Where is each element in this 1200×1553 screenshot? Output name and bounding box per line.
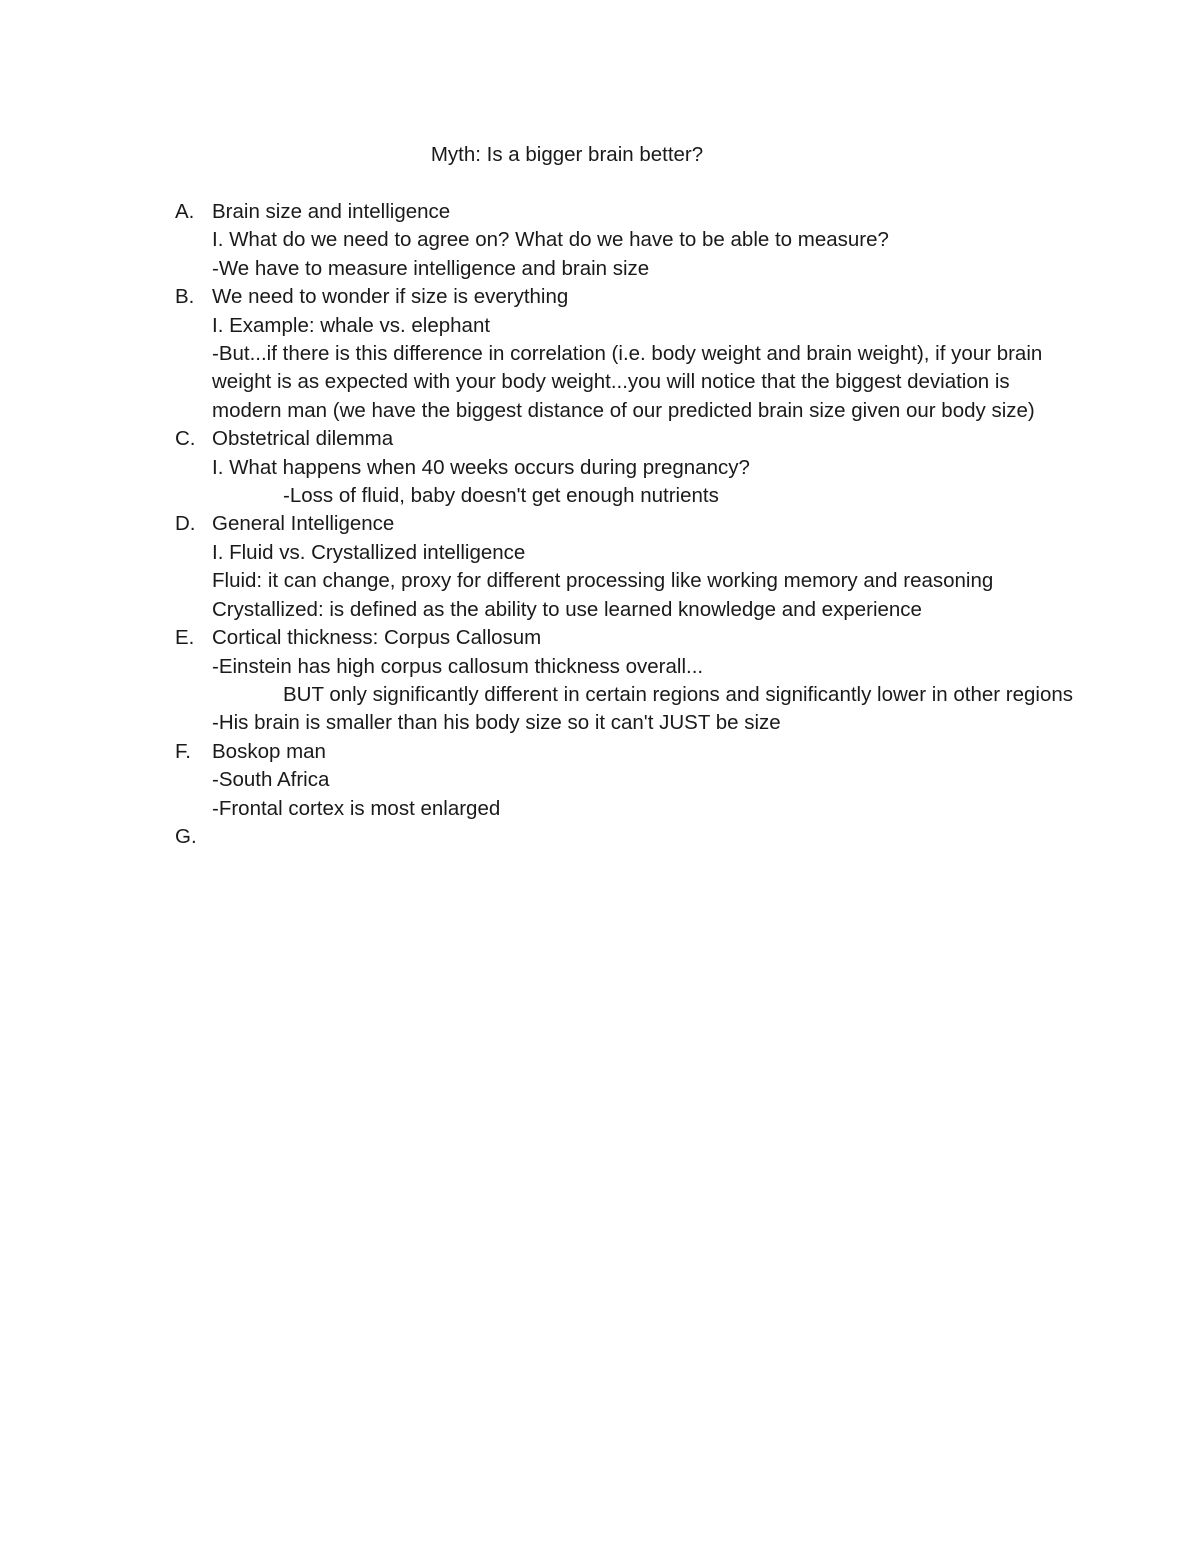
outline-section-e	[175, 624, 1075, 738]
page-title: Myth: Is a bigger brain better?	[430, 143, 704, 166]
section-heading: Boskop man	[212, 739, 326, 763]
section-line: -South Africa	[212, 768, 330, 792]
section-line: Crystallized: is defined as the ability to use learned knowledge and experience	[212, 597, 922, 621]
section-heading: Obstetrical dilemma	[212, 427, 394, 451]
outline-section-b	[175, 283, 1075, 425]
section-letter: C.	[175, 427, 196, 451]
section-sub-line: -Loss of fluid, baby doesn't get enough nutrients	[283, 484, 719, 508]
section-line: -But...if there is this difference in correlation (i.e. body weight and brain weight), if your brain weight is as expected with your body weight...you will notice that the biggest deviation is modern man (we have the biggest distance of our predicted brain size given our body size)	[212, 342, 1043, 422]
section-line: -Frontal cortex is most enlarged	[212, 796, 501, 820]
section-letter: D.	[175, 512, 196, 536]
section-letter: A.	[175, 200, 195, 223]
section-heading: General Intelligence	[212, 512, 395, 536]
section-heading: Brain size and intelligence	[212, 200, 451, 223]
section-line: Fluid: it can change, proxy for different processing like working memory and reasoning	[212, 569, 994, 593]
outline-section-d	[175, 510, 1075, 624]
section-line: -We have to measure intelligence and brain size	[212, 256, 650, 280]
outline-section-g	[175, 823, 1075, 851]
outline-list	[175, 198, 1075, 851]
section-heading: We need to wonder if size is everything	[212, 285, 569, 309]
section-letter: E.	[175, 626, 195, 650]
section-letter: G.	[175, 824, 197, 848]
section-line: I. Fluid vs. Crystallized intelligence	[212, 540, 526, 564]
outline-section-f	[175, 738, 1075, 823]
section-line: -His brain is smaller than his body size so it can't JUST be size	[212, 711, 781, 735]
section-line: I. Example: whale vs. elephant	[212, 313, 491, 337]
section-heading	[212, 823, 1075, 851]
section-letter: B.	[175, 285, 195, 309]
outline-section-a	[175, 198, 1075, 283]
section-letter: F.	[175, 739, 191, 763]
section-line: -Einstein has high corpus callosum thickness overall...	[212, 654, 704, 678]
section-sub-line: BUT only significantly different in certain regions and significantly lower in other regions	[283, 682, 1074, 706]
section-line: I. What do we need to agree on? What do we have to be able to measure?	[212, 228, 889, 252]
section-line: I. What happens when 40 weeks occurs during pregnancy?	[212, 455, 750, 479]
section-heading: Cortical thickness: Corpus Callosum	[212, 626, 542, 650]
outline-section-c	[175, 425, 1075, 510]
